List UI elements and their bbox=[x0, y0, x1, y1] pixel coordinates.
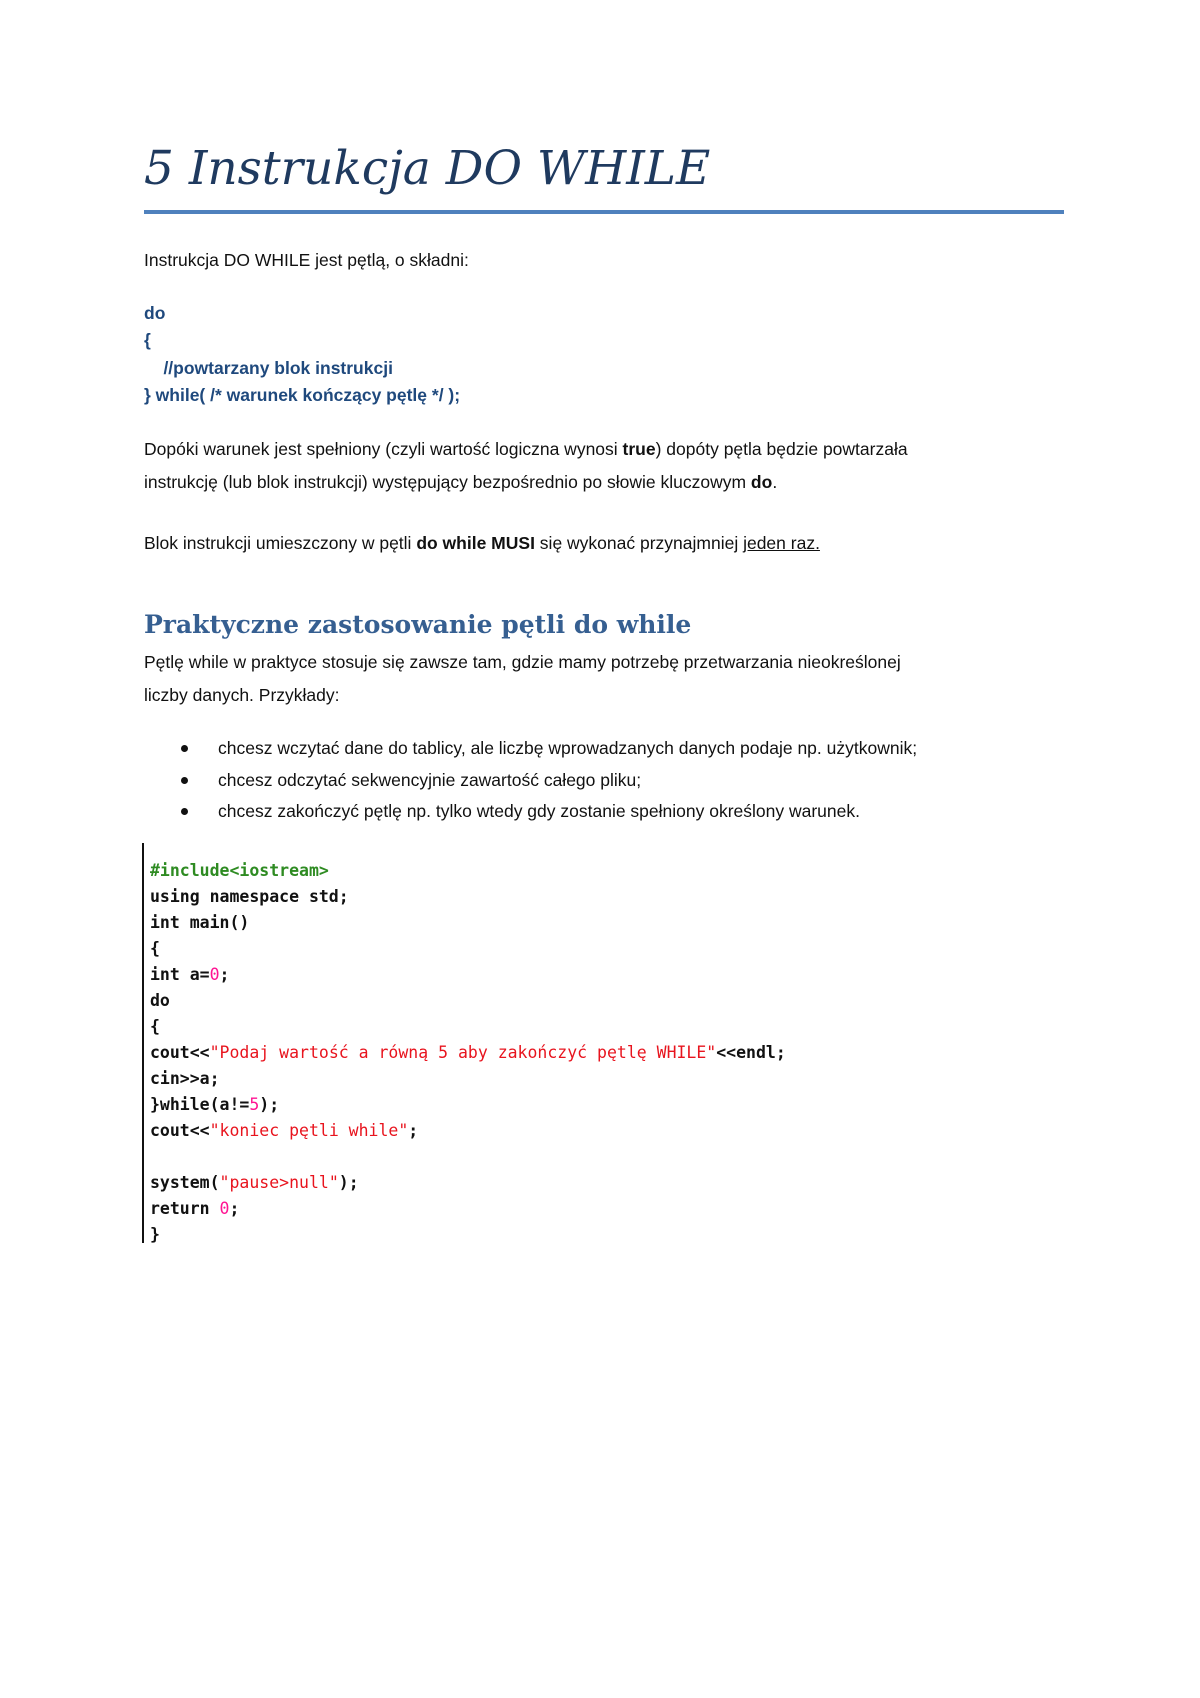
code-line: }while(a!=5); bbox=[150, 1095, 280, 1114]
code-line: do bbox=[150, 991, 170, 1010]
code-block-border bbox=[142, 843, 144, 1243]
practice-line-1: Pętlę while w praktyce stosuje się zawsze tam, gdzie mamy potrzebę przetwarzania nieokreślonej bbox=[144, 652, 901, 672]
code-line: { bbox=[150, 939, 160, 958]
code-line: return 0; bbox=[150, 1199, 240, 1218]
title-underline bbox=[144, 210, 1064, 214]
code-line: cout<<"Podaj wartość a równą 5 aby zakończyć pętlę WHILE"<<endl; bbox=[150, 1043, 786, 1062]
syntax-line-open: { bbox=[144, 330, 151, 350]
code-line: cout<<"koniec pętli while"; bbox=[150, 1121, 419, 1140]
description-line-2: instrukcję (lub blok instrukcji) występujący bezpośrednio po słowie kluczowym do. bbox=[144, 472, 778, 492]
syntax-line-while: } while( /* warunek kończący pętlę */ ); bbox=[144, 385, 461, 405]
section-heading: Praktyczne zastosowanie pętli do while bbox=[144, 610, 692, 639]
must-execute-paragraph: Blok instrukcji umieszczony w pętli do while MUSI się wykonać przynajmniej jeden raz. bbox=[144, 533, 820, 553]
bullet-icon bbox=[181, 745, 188, 752]
code-line: int a=0; bbox=[150, 965, 230, 984]
syntax-line-comment: //powtarzany blok instrukcji bbox=[144, 358, 393, 378]
code-line: int main() bbox=[150, 913, 250, 932]
bullet-icon bbox=[181, 808, 188, 815]
practice-line-2: liczby danych. Przykłady: bbox=[144, 685, 340, 705]
code-line: { bbox=[150, 1017, 160, 1036]
bullet-icon bbox=[181, 777, 188, 784]
code-line: system("pause>null"); bbox=[150, 1173, 359, 1192]
page-title: 5 Instrukcja DO WHILE bbox=[144, 141, 711, 196]
document-page: 5 Instrukcja DO WHILE Instrukcja DO WHILE jest pętlą, o składni: do { //powtarzany blok instrukcji } while( /* warunek kończący pętlę */ ); Dopóki warunek jest spełniony (czyli wartość logiczna wynosi true) dopóty pętla będzie powtarzała instrukcję (lub blok instrukcji) występujący bezpośrednio po słowie kluczowym do. Blok instrukcji umieszczony w pętli do while MUSI się wykonać przynajmniej jeden raz. Praktyczne zastosowanie pętli do while Pętlę while w praktyce stosuje się zawsze tam, gdzie mamy potrzebę przetwarzania nieokreślonej liczby danych. Przykłady: chcesz wczytać dane do tablicy, ale liczbę wprowadzanych danych podaje np. użytkownik; chcesz odczytać sekwencyjnie zawartość całego pliku; chcesz zakończyć pętlę np. tylko wtedy gdy zostanie spełniony określony warunek. #include<iostream> using namespace std; int main() { int a=0; do { cout<<"Podaj wartość a równą 5 aby zakończyć pętlę WHILE"<<endl; cin>>a; }while(a!=5); cout<<"koniec pętli while"; system("pause>null"); return 0; } bbox=[0, 0, 1200, 1698]
code-line: } bbox=[150, 1225, 160, 1244]
code-line: using namespace std; bbox=[150, 887, 349, 906]
description-line-1: Dopóki warunek jest spełniony (czyli wartość logiczna wynosi true) dopóty pętla będzie powtarzała bbox=[144, 439, 908, 459]
code-line: cin>>a; bbox=[150, 1069, 220, 1088]
intro-paragraph: Instrukcja DO WHILE jest pętlą, o składni: bbox=[144, 250, 469, 270]
syntax-line-do: do bbox=[144, 303, 166, 323]
code-line: #include<iostream> bbox=[150, 861, 329, 880]
